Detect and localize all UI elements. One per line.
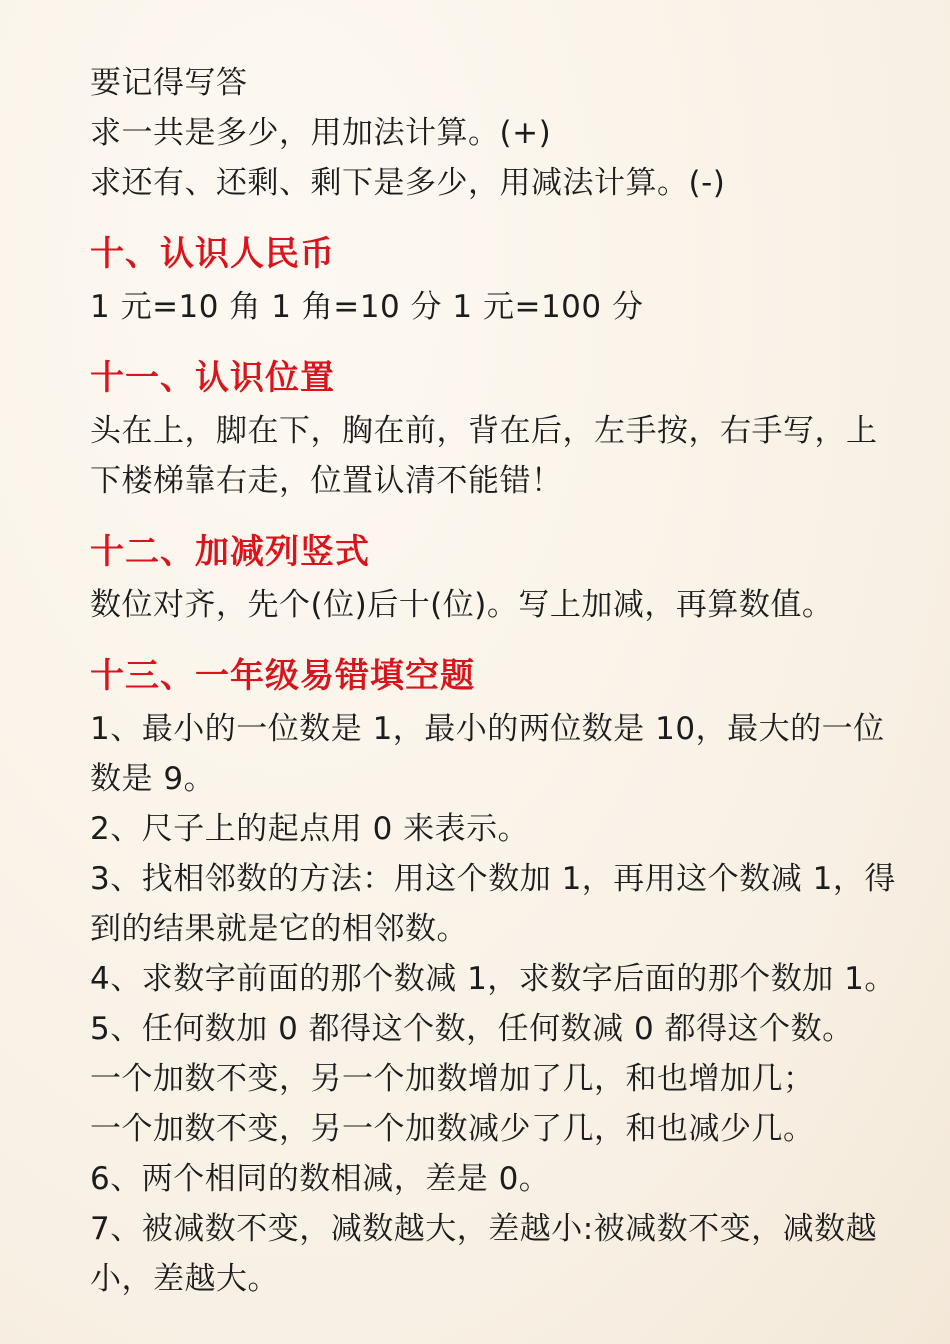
intro-line-3: 求还有、还剩、剩下是多少，用减法计算。(-): [90, 165, 726, 201]
list-item: 2、尺子上的起点用 0 来表示。: [90, 811, 530, 847]
list-item: 5、任何数加 0 都得这个数，任何数减 0 都得这个数。: [90, 1011, 854, 1047]
section-13-heading: 十三、一年级易错填空题: [90, 656, 475, 696]
intro-line-2: 求一共是多少，用加法计算。(+): [90, 115, 552, 151]
section-12-heading: 十二、加减列竖式: [90, 532, 370, 572]
list-item: 一个加数不变，另一个加数增加了几，和也增加几；: [90, 1061, 815, 1097]
section-10-heading: 十、认识人民币: [90, 234, 335, 274]
list-item: 4、求数字前面的那个数减 1，求数字后面的那个数加 1。: [90, 961, 896, 997]
list-item: 3、找相邻数的方法：用这个数加 1，再用这个数减 1，得到的结果就是它的相邻数。: [90, 861, 896, 947]
list-item: 一个加数不变，另一个加数减少了几，和也减少几。: [90, 1111, 815, 1147]
list-item: 1、最小的一位数是 1，最小的两位数是 10，最大的一位数是 9。: [90, 711, 885, 797]
section-11-heading: 十一、认识位置: [90, 358, 335, 398]
document-page: [90, 58, 900, 1304]
section-11-body: 头在上，脚在下，胸在前，背在后，左手按，右手写，上下楼梯靠右走，位置认清不能错！: [90, 413, 878, 499]
intro-line-1: 要记得写答: [90, 65, 248, 101]
section-10-body: 1 元=10 角 1 角=10 分 1 元=100 分: [90, 289, 644, 325]
list-item: 7、被减数不变，减数越大，差越小:被减数不变，减数越小，差越大。: [90, 1211, 878, 1297]
section-12-body: 数位对齐，先个(位)后十(位)。写上加减，再算数值。: [90, 587, 834, 623]
list-item: 6、两个相同的数相减，差是 0。: [90, 1161, 551, 1197]
